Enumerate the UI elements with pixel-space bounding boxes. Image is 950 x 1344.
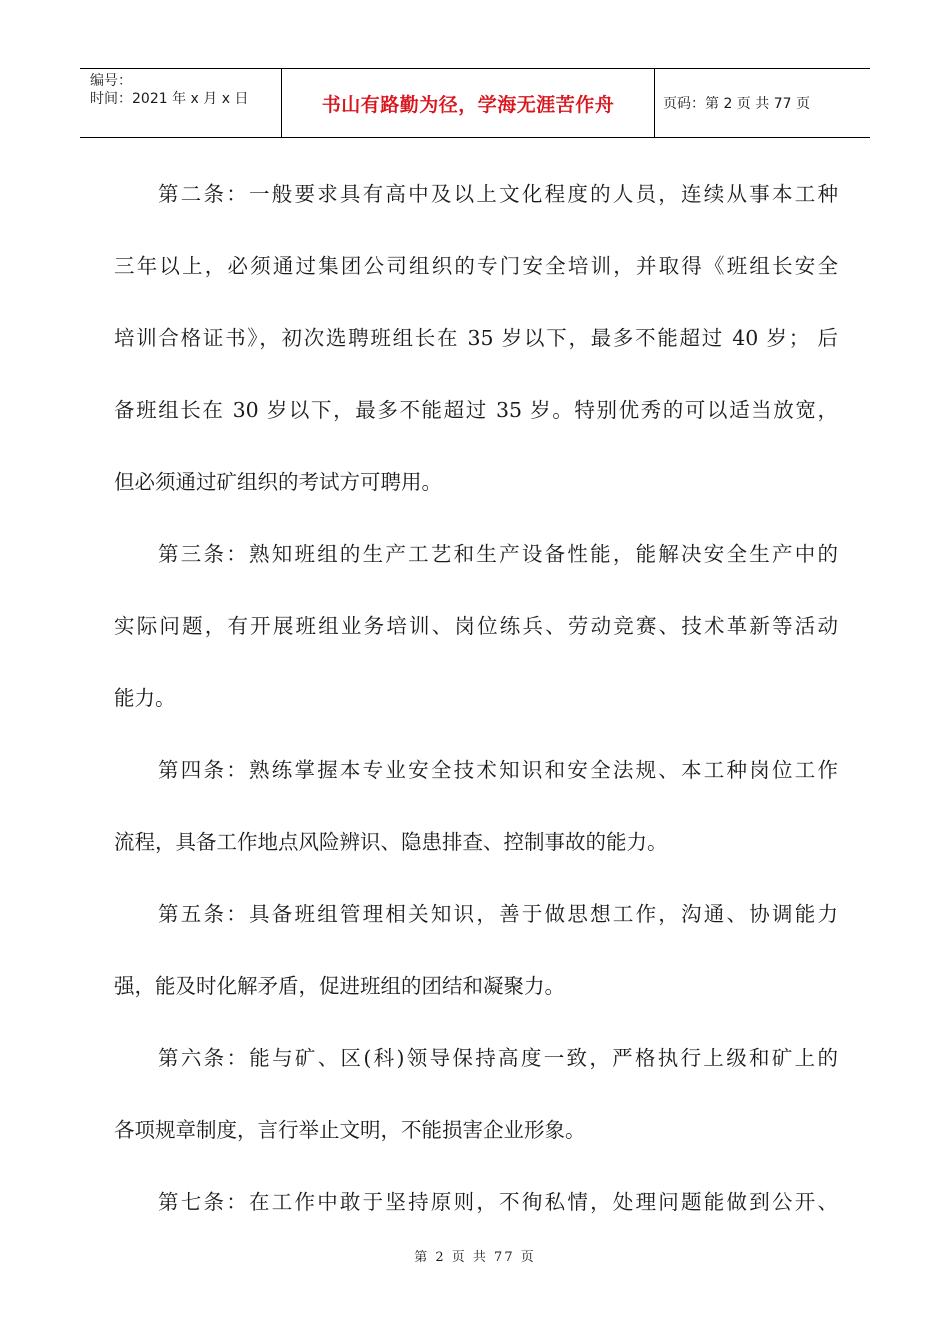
paragraph-line: 第七条：在工作中敢于坚持原则，不徇私情，处理问题能做到公开、	[158, 1190, 838, 1214]
paragraph-line: 能力。	[114, 686, 176, 710]
paragraph-line: 各项规章制度，言行举止文明，不能损害企业形象。	[114, 1118, 586, 1142]
paragraph-line: 第二条：一般要求具有高中及以上文化程度的人员，连续从事本工种	[158, 182, 838, 206]
paragraph-line: 培训合格证书》，初次选聘班组长在 35 岁以下，最多不能超过 40 岁； 后	[114, 326, 838, 350]
paragraph-line: 但必须通过矿组织的考试方可聘用。	[114, 470, 442, 494]
paragraph-line: 流程，具备工作地点风险辨识、隐患排查、控制事故的能力。	[114, 830, 668, 854]
document-number-label: 编号：	[90, 73, 132, 89]
header-page-info: 页码：第 2 页 共 77 页	[663, 96, 810, 112]
page-footer: 第 2 页 共 77 页	[414, 1250, 536, 1265]
document-date-label: 时间：2021 年 x 月 x 日	[90, 91, 249, 107]
document-body	[114, 158, 838, 1238]
header-meta	[80, 69, 282, 137]
paragraph-line: 实际问题，有开展班组业务培训、岗位练兵、劳动竞赛、技术革新等活动	[114, 614, 838, 638]
paragraph-line: 第四条：熟练掌握本专业安全技术知识和安全法规、本工种岗位工作	[158, 758, 838, 782]
document-header	[80, 68, 870, 138]
paragraph-line: 备班组长在 30 岁以下，最多不能超过 35 岁。特别优秀的可以适当放宽，	[114, 398, 838, 422]
paragraph-line: 第五条：具备班组管理相关知识，善于做思想工作，沟通、协调能力	[158, 902, 838, 926]
paragraph-line: 第六条：能与矿、区(科)领导保持高度一致，严格执行上级和矿上的	[158, 1046, 838, 1070]
paragraph-line: 第三条：熟知班组的生产工艺和生产设备性能，能解决安全生产中的	[158, 542, 838, 566]
paragraph-line: 强，能及时化解矛盾，促进班组的团结和凝聚力。	[114, 974, 565, 998]
paragraph-line: 三年以上，必须通过集团公司组织的专门安全培训，并取得《班组长安全	[114, 254, 838, 278]
header-motto: 书山有路勤为径，学海无涯苦作舟	[282, 69, 655, 137]
